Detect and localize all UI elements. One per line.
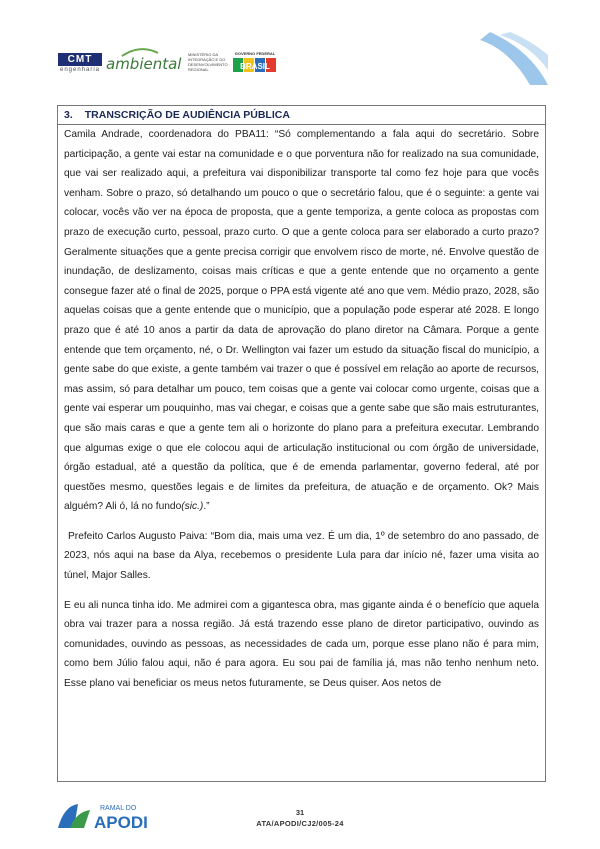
ambiental-arc-icon — [120, 47, 160, 57]
ramal-text: RAMAL DO — [100, 805, 137, 812]
page-number: 31 — [295, 808, 305, 817]
section-heading — [58, 106, 545, 125]
paragraph-camila-end: .” — [203, 501, 210, 513]
cmt-logo-subtext: engenharia — [59, 67, 101, 73]
ambiental-logo — [106, 55, 182, 73]
apodi-text: APODI — [94, 813, 148, 832]
sic-note: (sic.) — [181, 501, 204, 513]
cmt-logo-text: CMT — [58, 53, 102, 66]
decorative-swoosh-icon — [470, 30, 550, 90]
brasil-flag-icon — [231, 56, 279, 74]
section-number: 3. — [64, 109, 73, 121]
paragraph-camila-text: Camila Andrade, coordenadora do PBA11: “Só complementando a fala aqui do secretário. Sobre participação, a gente vai estar na comunidade e o que porventura não for realizado na sua comunidade, que vai ser realizado aqui, a prefeitura vai disponibilizar transporte tal como fez hoje para que vocês venham. Sobre o prazo, só detalhando um pouco o que o secretário falou, que é o seguinte: a gente vai colocar, vocês vão ver na época de proposta, que a gente temporiza, a gente coloca as propostas com prazo de execução curto, pessoal, prazo curto. O que a gente coloca para ser elaborado a curto prazo? Geralmente situações que a gente precisa corrigir que envolvem risco de morte, né. Envolve questão de inundação, de deslizamento, coisas mais críticas e que a gente entende que no orçamento a gente consegue fazer até o final de 2025, porque o PPA está vigente até ano que vem. Médio prazo, 2028, são aquelas coisas que a gente entende que o município, que a população pode esperar até 2028. E longo prazo que é até 10 anos a partir da data de aprovação do plano diretor na Câmara. Porque a gente entende que tem orçamento, né, o Dr. Wellington vai fazer um estudo da situação fiscal do município, a gente sabe do que existe, a gente também vai trazer o que é possível em relação ao aporte de recursos, mas assim, só para detalhar um pouco, tem coisas que a gente vai colocar como urgente, coisas que a gente vai esperar um pouquinho, mas vai chegar, e coisas que a gente sabe que são mais estruturantes, que são mais caras e que a gente tem ali o horizonte do plano para a prefeitura executar. Lembrando que algumas exige o que ele colocou aqui de articulação institucional ou com órgão de universidade, órgão estadual, até a questão da política, que é de emenda parlamentar, governo federal, até por questões mesmo, questões legais e de limites da prefeitura, de atuação e de orçamento. Ok? Mais alguém? Ali ó, lá no fundo — [64, 129, 539, 513]
paragraph-prefeito: Prefeito Carlos Augusto Paiva: “Bom dia, mais uma vez. É um dia, 1º de setembro do ano passado, de 2023, nós aqui na base da Alya, recebemos o presidente Lula para dar início né, fazer uma visita ao túnel, Major Salles. — [64, 530, 539, 582]
governo-federal-logo — [231, 51, 279, 75]
brasil-text: BRASIL — [240, 62, 270, 71]
ambiental-logo-text: ambiental — [106, 55, 182, 73]
governo-federal-text: GOVERNO FEDERAL — [234, 51, 276, 56]
page-header — [0, 0, 600, 100]
document-code: ATA/APODI/CJ2/005-24 — [256, 819, 344, 828]
paragraph-camila — [64, 125, 539, 517]
transcription-body — [58, 125, 545, 694]
cmt-logo — [58, 53, 102, 75]
paragraph-prefeito-continued: E eu ali nunca tinha ido. Me admirei com a gigantesca obra, mas gigante ainda é o benefício que aquela obra vai trazer para a nossa região. Já está trazendo esse plano de diretor participativo, ouvindo as comunidades, ouvindo as pessoas, as necessidades de cada um, porque esse plano não é para mim, como bem Júlio falou aqui, não é para agora. Eu sou pai de família já, mas não tenho nenhum neto. Esse plano vai beneficiar os meus netos futuramente, se Deus quiser. Aos netos de — [64, 599, 539, 690]
section-title: TRANSCRIÇÃO DE AUDIÊNCIA PÚBLICA — [84, 109, 290, 121]
transcription-section — [57, 105, 546, 782]
ministerio-logo: MINISTÉRIO DA INTEGRAÇÃO E DO DESENVOLVIMENTO REGIONAL — [188, 52, 228, 72]
